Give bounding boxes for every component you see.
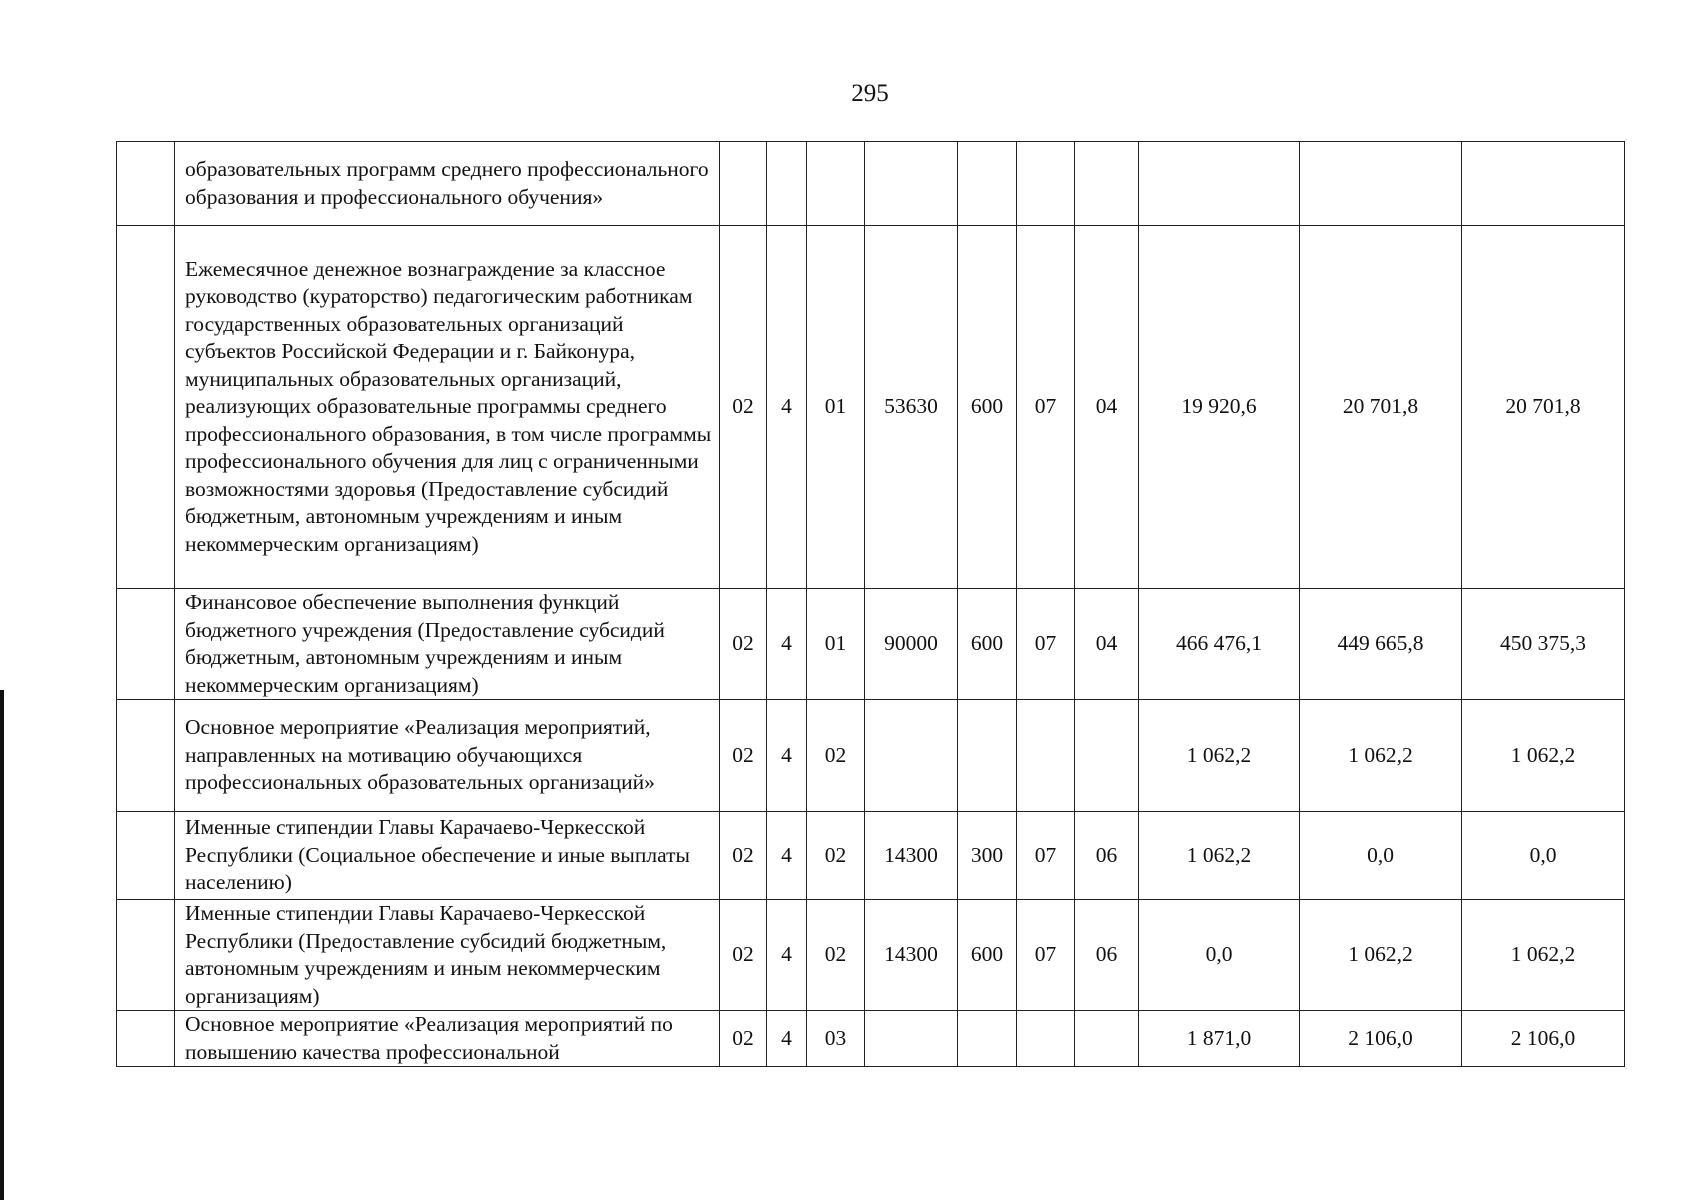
amount-year-3-cell: 20 701,8 bbox=[1462, 226, 1625, 589]
row-number-cell bbox=[117, 812, 175, 900]
amount-year-3-cell: 2 106,0 bbox=[1462, 1011, 1625, 1067]
expense-type-code-cell bbox=[958, 142, 1017, 226]
event-code-cell: 02 bbox=[807, 900, 865, 1011]
subsection-code-cell bbox=[1075, 700, 1139, 812]
table-row bbox=[117, 142, 1625, 226]
amount-year-2-cell: 20 701,8 bbox=[1300, 226, 1462, 589]
row-number-cell bbox=[117, 700, 175, 812]
amount-year-2-cell: 1 062,2 bbox=[1300, 700, 1462, 812]
direction-code-cell: 90000 bbox=[865, 589, 958, 700]
event-code-cell: 01 bbox=[807, 226, 865, 589]
table-row bbox=[117, 1011, 1625, 1067]
row-number-cell bbox=[117, 900, 175, 1011]
amount-year-1-cell: 1 871,0 bbox=[1139, 1011, 1300, 1067]
subprogram-code-cell: 4 bbox=[767, 700, 807, 812]
subsection-code-cell: 04 bbox=[1075, 226, 1139, 589]
amount-year-2-cell: 2 106,0 bbox=[1300, 1011, 1462, 1067]
table-row bbox=[117, 812, 1625, 900]
description-cell: Финансовое обеспечение выполнения функций бюджетного учреждения (Предоставление субсидий бюджетным, автономным учреждениям и иным некоммерческим организациям) bbox=[175, 589, 720, 700]
amount-year-2-cell: 1 062,2 bbox=[1300, 900, 1462, 1011]
expense-type-code-cell: 600 bbox=[958, 589, 1017, 700]
event-code-cell: 03 bbox=[807, 1011, 865, 1067]
program-code-cell: 02 bbox=[720, 700, 767, 812]
row-number-cell bbox=[117, 226, 175, 589]
event-code-cell: 02 bbox=[807, 812, 865, 900]
description-cell: Именные стипендии Главы Карачаево-Черкесской Республики (Предоставление субсидий бюджетным, автономным учреждениям и иным некоммерческим организациям) bbox=[175, 900, 720, 1011]
description-cell: образовательных программ среднего профессионального образования и профессионального обучения» bbox=[175, 142, 720, 226]
event-code-cell bbox=[807, 142, 865, 226]
scan-margin-line bbox=[0, 690, 4, 1200]
expense-type-code-cell: 600 bbox=[958, 226, 1017, 589]
section-code-cell: 07 bbox=[1017, 812, 1075, 900]
amount-year-3-cell: 1 062,2 bbox=[1462, 700, 1625, 812]
amount-year-1-cell: 1 062,2 bbox=[1139, 700, 1300, 812]
amount-year-1-cell: 19 920,6 bbox=[1139, 226, 1300, 589]
program-code-cell: 02 bbox=[720, 900, 767, 1011]
program-code-cell: 02 bbox=[720, 1011, 767, 1067]
amount-year-3-cell: 0,0 bbox=[1462, 812, 1625, 900]
subprogram-code-cell: 4 bbox=[767, 900, 807, 1011]
program-code-cell: 02 bbox=[720, 226, 767, 589]
table-row bbox=[117, 226, 1625, 589]
amount-year-2-cell bbox=[1300, 142, 1462, 226]
row-number-cell bbox=[117, 1011, 175, 1067]
subprogram-code-cell: 4 bbox=[767, 1011, 807, 1067]
subsection-code-cell bbox=[1075, 1011, 1139, 1067]
amount-year-3-cell bbox=[1462, 142, 1625, 226]
table-body bbox=[117, 142, 1625, 1067]
subsection-code-cell: 06 bbox=[1075, 812, 1139, 900]
direction-code-cell: 14300 bbox=[865, 900, 958, 1011]
direction-code-cell bbox=[865, 1011, 958, 1067]
section-code-cell: 07 bbox=[1017, 900, 1075, 1011]
subprogram-code-cell: 4 bbox=[767, 226, 807, 589]
program-code-cell: 02 bbox=[720, 589, 767, 700]
program-code-cell bbox=[720, 142, 767, 226]
description-cell: Основное мероприятие «Реализация мероприятий по повышению качества профессиональной bbox=[175, 1011, 720, 1067]
section-code-cell bbox=[1017, 700, 1075, 812]
description-cell: Основное мероприятие «Реализация мероприятий, направленных на мотивацию обучающихся профессиональных образовательных организаций» bbox=[175, 700, 720, 812]
section-code-cell: 07 bbox=[1017, 589, 1075, 700]
description-cell: Ежемесячное денежное вознаграждение за классное руководство (кураторство) педагогическим работникам государственных образовательных организаций субъектов Российской Федерации и г. Байконура, муниципальных образовательных организаций, реализующих образовательные программы среднего профессионального образования, в том числе программы профессионального обучения для лиц с ограниченными возможностями здоровья (Предоставление субсидий бюджетным, автономным учреждениям и иным некоммерческим организациям) bbox=[175, 226, 720, 589]
row-number-cell bbox=[117, 142, 175, 226]
direction-code-cell: 14300 bbox=[865, 812, 958, 900]
description-cell: Именные стипендии Главы Карачаево-Черкесской Республики (Социальное обеспечение и иные выплаты населению) bbox=[175, 812, 720, 900]
subsection-code-cell: 04 bbox=[1075, 589, 1139, 700]
amount-year-3-cell: 450 375,3 bbox=[1462, 589, 1625, 700]
table-row bbox=[117, 900, 1625, 1011]
table-row bbox=[117, 589, 1625, 700]
expense-type-code-cell bbox=[958, 700, 1017, 812]
direction-code-cell bbox=[865, 142, 958, 226]
event-code-cell: 02 bbox=[807, 700, 865, 812]
budget-table bbox=[116, 141, 1625, 1067]
expense-type-code-cell: 600 bbox=[958, 900, 1017, 1011]
event-code-cell: 01 bbox=[807, 589, 865, 700]
amount-year-1-cell: 466 476,1 bbox=[1139, 589, 1300, 700]
page-number: 295 bbox=[851, 80, 889, 107]
program-code-cell: 02 bbox=[720, 812, 767, 900]
direction-code-cell bbox=[865, 700, 958, 812]
subprogram-code-cell: 4 bbox=[767, 812, 807, 900]
amount-year-2-cell: 0,0 bbox=[1300, 812, 1462, 900]
section-code-cell bbox=[1017, 1011, 1075, 1067]
amount-year-3-cell: 1 062,2 bbox=[1462, 900, 1625, 1011]
expense-type-code-cell: 300 bbox=[958, 812, 1017, 900]
expense-type-code-cell bbox=[958, 1011, 1017, 1067]
subprogram-code-cell: 4 bbox=[767, 589, 807, 700]
amount-year-1-cell: 0,0 bbox=[1139, 900, 1300, 1011]
subprogram-code-cell bbox=[767, 142, 807, 226]
amount-year-2-cell: 449 665,8 bbox=[1300, 589, 1462, 700]
subsection-code-cell: 06 bbox=[1075, 900, 1139, 1011]
amount-year-1-cell: 1 062,2 bbox=[1139, 812, 1300, 900]
table-row bbox=[117, 700, 1625, 812]
amount-year-1-cell bbox=[1139, 142, 1300, 226]
section-code-cell: 07 bbox=[1017, 226, 1075, 589]
subsection-code-cell bbox=[1075, 142, 1139, 226]
direction-code-cell: 53630 bbox=[865, 226, 958, 589]
section-code-cell bbox=[1017, 142, 1075, 226]
row-number-cell bbox=[117, 589, 175, 700]
